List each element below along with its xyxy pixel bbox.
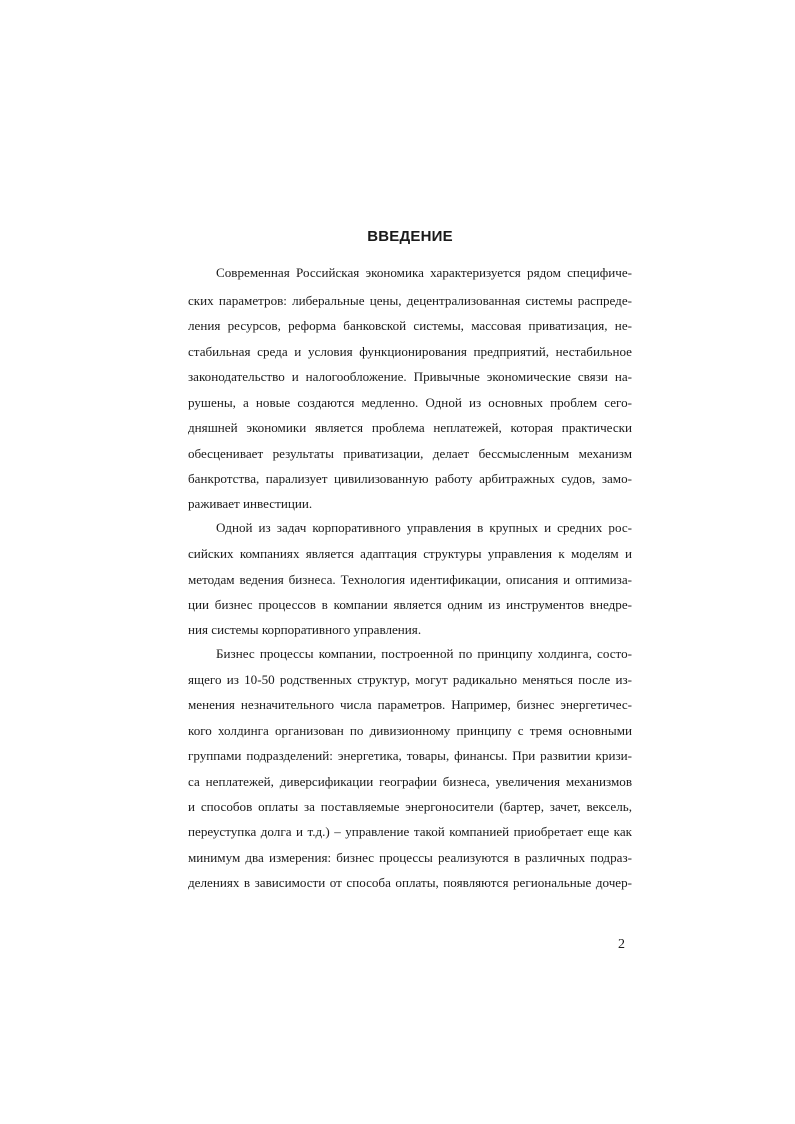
text-line: законодательство и налогообложение. Привычные экономические связи на-	[188, 369, 632, 384]
text-line: ции бизнес процессов в компании является одним из инструментов внедре-	[188, 597, 632, 612]
text-line: сийских компаниях является адаптация структуры управления к моделям и	[188, 546, 632, 561]
text-line: Современная Российская экономика характеризуется рядом специфиче-	[216, 265, 632, 280]
text-line: банкротства, парализует цивилизованную работу арбитражных судов, замо-	[188, 471, 632, 486]
text-line: переуступка долга и т.д.) – управление такой компанией приобретает еще как	[188, 824, 632, 839]
text-line: методам ведения бизнеса. Технология идентификации, описания и оптимиза-	[188, 572, 632, 587]
text-line: группами подразделений: энергетика, товары, финансы. При развитии кризи-	[188, 748, 632, 763]
text-line: раживает инвестиции.	[188, 496, 313, 511]
page-title: ВВЕДЕНИЕ	[367, 228, 453, 245]
text-line: дняшней экономики является проблема неплатежей, которая практически	[188, 420, 632, 435]
text-line: ящего из 10-50 родственных структур, могут радикально меняться после из-	[188, 672, 632, 687]
page-number: 2	[618, 937, 625, 952]
text-line: обесценивает результаты приватизации, делает бессмысленным механизм	[188, 446, 632, 461]
text-line: и способов оплаты за поставляемые энергоносители (бартер, зачет, вексель,	[188, 799, 632, 814]
text-line: стабильная среда и условия функционирования предприятий, нестабильное	[188, 344, 632, 359]
text-line: са неплатежей, диверсификации географии бизнеса, увеличения механизмов	[188, 774, 632, 789]
text-line: Одной из задач корпоративного управления в крупных и средних рос-	[216, 520, 632, 535]
text-line: минимум два измерения: бизнес процессы реализуются в различных подраз-	[188, 850, 632, 865]
text-line: ских параметров: либеральные цены, децентрализованная системы распреде-	[188, 293, 632, 308]
text-line: Бизнес процессы компании, построенной по принципу холдинга, состо-	[216, 646, 632, 661]
text-line: ния системы корпоративного управления.	[188, 622, 422, 637]
text-line: кого холдинга организован по дивизионному принципу с тремя основными	[188, 723, 632, 738]
text-line: делениях в зависимости от способа оплаты, появляются региональные дочер-	[188, 875, 632, 890]
document-page	[188, 0, 632, 1124]
text-line: менения незначительного числа параметров. Например, бизнес энергетичес-	[188, 697, 632, 712]
text-line: рушены, а новые создаются медленно. Одной из основных проблем сего-	[188, 395, 632, 410]
text-line: ления ресурсов, реформа банковской системы, массовая приватизация, не-	[188, 318, 632, 333]
